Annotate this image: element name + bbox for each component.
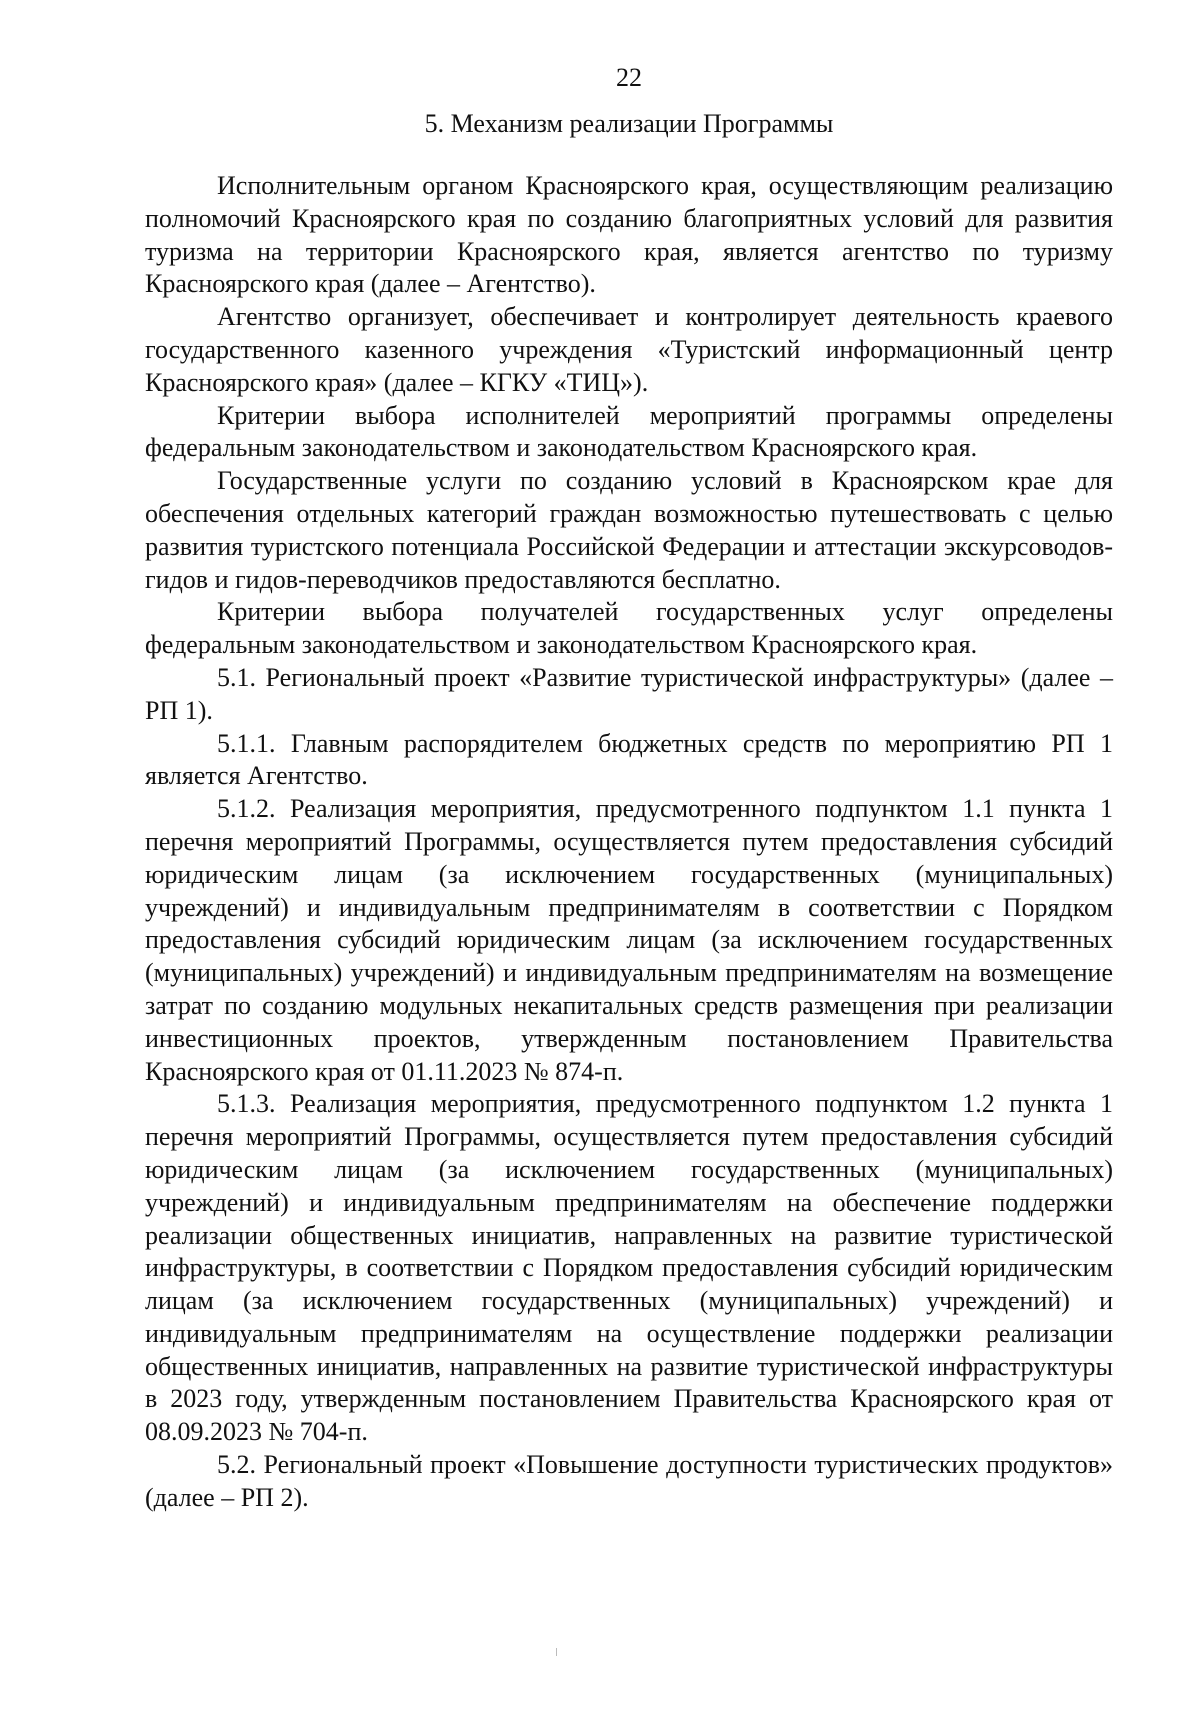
paragraph-5-1-2: 5.1.2. Реализация мероприятия, предусмотренного подпунктом 1.1 пункта 1 перечня мероприятий Программы, осуществляется путем предоставления субсидий юридическим лицам (за исключением государственных (муниципальных) учреждений) и индивидуальным предпринимателям в соответствии с Порядком предоставления субсидий юридическим лицам (за исключением государственных (муниципальных) учреждений) и индивидуальным предпринимателям на возмещение затрат по созданию модульных некапитальных средств размещения при реализации инвестиционных проектов, утвержденным постановлением Правительства Красноярского края от 01.11.2023 № 874-п. — [145, 794, 1113, 1086]
paragraph-recipient-criteria: Критерии выбора получателей государственных услуг определены федеральным законодательством и законодательством Красноярского края. — [145, 597, 1113, 660]
section-title: 5. Механизм реализации Программы — [424, 109, 834, 138]
paragraph-agency-control: Агентство организует, обеспечивает и контролирует деятельность краевого государственного казенного учреждения «Туристский информационный центр Красноярского края» (далее – КГКУ «ТИЦ»). — [145, 302, 1113, 397]
paragraph-5-1-1: 5.1.1. Главным распорядителем бюджетных средств по мероприятию РП 1 является Агентство. — [145, 728, 1113, 791]
paragraph-executive-body: Исполнительным органом Красноярского края, осуществляющим реализацию полномочий Красноярского края по созданию благоприятных условий для развития туризма на территории Красноярского края, является агентство по туризму Красноярского края (далее – Агентство). — [145, 171, 1113, 299]
paragraph-executor-criteria: Критерии выбора исполнителей мероприятий программы определены федеральным законодательством и законодательством Красноярского края. — [145, 400, 1113, 463]
paragraph-5-1-3: 5.1.3. Реализация мероприятия, предусмотренного подпунктом 1.2 пункта 1 перечня мероприятий Программы, осуществляется путем предоставления субсидий юридическим лицам (за исключением государственных (муниципальных) учреждений) и индивидуальным предпринимателям на обеспечение поддержки реализации общественных инициатив, направленных на развитие туристической инфраструктуры, в соответствии с Порядком предоставления субсидий юридическим лицам (за исключением государственных (муниципальных) учреждений) и индивидуальным предпринимателям на осуществление поддержки реализации общественных инициатив, направленных на развитие туристической инфраструктуры в 2023 году, утвержденным постановлением Правительства Красноярского края от 08.09.2023 № 704-п. — [145, 1089, 1113, 1447]
scan-mark — [556, 1648, 557, 1656]
document-page — [145, 62, 1113, 1515]
paragraph-state-services: Государственные услуги по созданию условий в Красноярском крае для обеспечения отдельных категорий граждан возможностью путешествовать с целью развития туристского потенциала Российской Федерации и аттестации экскурсоводов-гидов и гидов-переводчиков предоставляются бесплатно. — [145, 466, 1113, 594]
paragraph-5-2: 5.2. Региональный проект «Повышение доступности туристических продуктов» (далее – РП 2). — [145, 1450, 1113, 1512]
page-number: 22 — [616, 63, 642, 92]
paragraph-5-1: 5.1. Региональный проект «Развитие туристической инфраструктуры» (далее – РП 1). — [145, 662, 1113, 725]
